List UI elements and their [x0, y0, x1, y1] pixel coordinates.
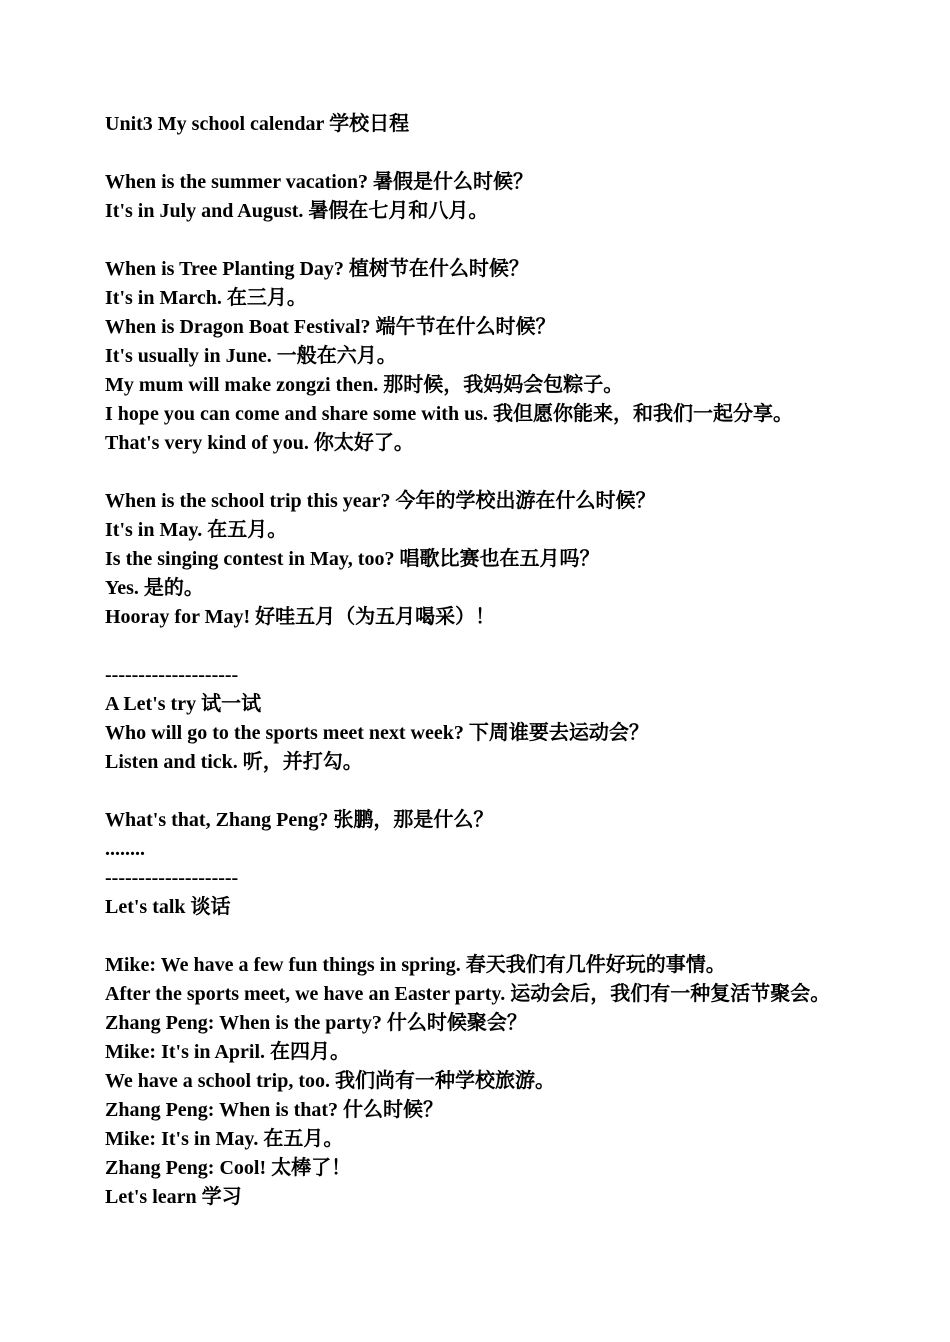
- spacer: [105, 458, 865, 487]
- text-line: It's in May. 在五月。: [105, 519, 288, 541]
- dialogue-line: Mike: It's in May. 在五月。: [105, 1128, 344, 1150]
- section-heading-lets-talk: Let's talk 谈话: [105, 896, 231, 918]
- dialogue-line: After the sports meet, we have an Easter party. 运动会后，我们有一种复活节聚会。: [105, 983, 831, 1005]
- text-line: When is the summer vacation? 暑假是什么时候？: [105, 171, 533, 193]
- text-line: I hope you can come and share some with us. 我但愿你能来，和我们一起分享。: [105, 403, 793, 425]
- dialogue-line: We have a school trip, too. 我们尚有一种学校旅游。: [105, 1070, 555, 1092]
- separator: --------------------: [105, 664, 239, 686]
- text-line: Who will go to the sports meet next week? 下周谁要去运动会？: [105, 722, 649, 744]
- spacer: [105, 777, 865, 806]
- unit-title: Unit3 My school calendar 学校日程: [105, 113, 410, 135]
- text-line: When is Dragon Boat Festival? 端午节在什么时候？: [105, 316, 556, 338]
- ellipsis-line: ........: [105, 838, 145, 860]
- dialogue-line: Mike: It's in April. 在四月。: [105, 1041, 351, 1063]
- document-page: [105, 110, 865, 1212]
- section-heading-lets-learn: Let's learn 学习: [105, 1186, 242, 1208]
- text-line: Yes. 是的。: [105, 577, 204, 599]
- dialogue-line: Mike: We have a few fun things in spring. 春天我们有几件好玩的事情。: [105, 954, 726, 976]
- spacer: [105, 922, 865, 951]
- text-line: Is the singing contest in May, too? 唱歌比赛也在五月吗？: [105, 548, 600, 570]
- section-heading-lets-try: A Let's try 试一试: [105, 693, 262, 715]
- spacer: [105, 226, 865, 255]
- text-line: It's usually in June. 一般在六月。: [105, 345, 397, 367]
- spacer: [105, 632, 865, 661]
- text-line: My mum will make zongzi then. 那时候，我妈妈会包粽子。: [105, 374, 624, 396]
- dialogue-line: Zhang Peng: When is the party? 什么时候聚会？: [105, 1012, 527, 1034]
- spacer: [105, 139, 865, 168]
- dialogue-line: Zhang Peng: Cool! 太棒了！: [105, 1157, 352, 1179]
- text-line: It's in March. 在三月。: [105, 287, 307, 309]
- separator: --------------------: [105, 867, 239, 889]
- text-line: It's in July and August. 暑假在七月和八月。: [105, 200, 489, 222]
- text-line: When is Tree Planting Day? 植树节在什么时候？: [105, 258, 529, 280]
- text-line: What's that, Zhang Peng? 张鹏，那是什么？: [105, 809, 494, 831]
- text-line: Hooray for May! 好哇五月（为五月喝采）！: [105, 606, 496, 628]
- text-line: That's very kind of you. 你太好了。: [105, 432, 414, 454]
- text-line: When is the school trip this year? 今年的学校出游在什么时候？: [105, 490, 656, 512]
- dialogue-line: Zhang Peng: When is that? 什么时候？: [105, 1099, 444, 1121]
- text-line: Listen and tick. 听，并打勾。: [105, 751, 363, 773]
